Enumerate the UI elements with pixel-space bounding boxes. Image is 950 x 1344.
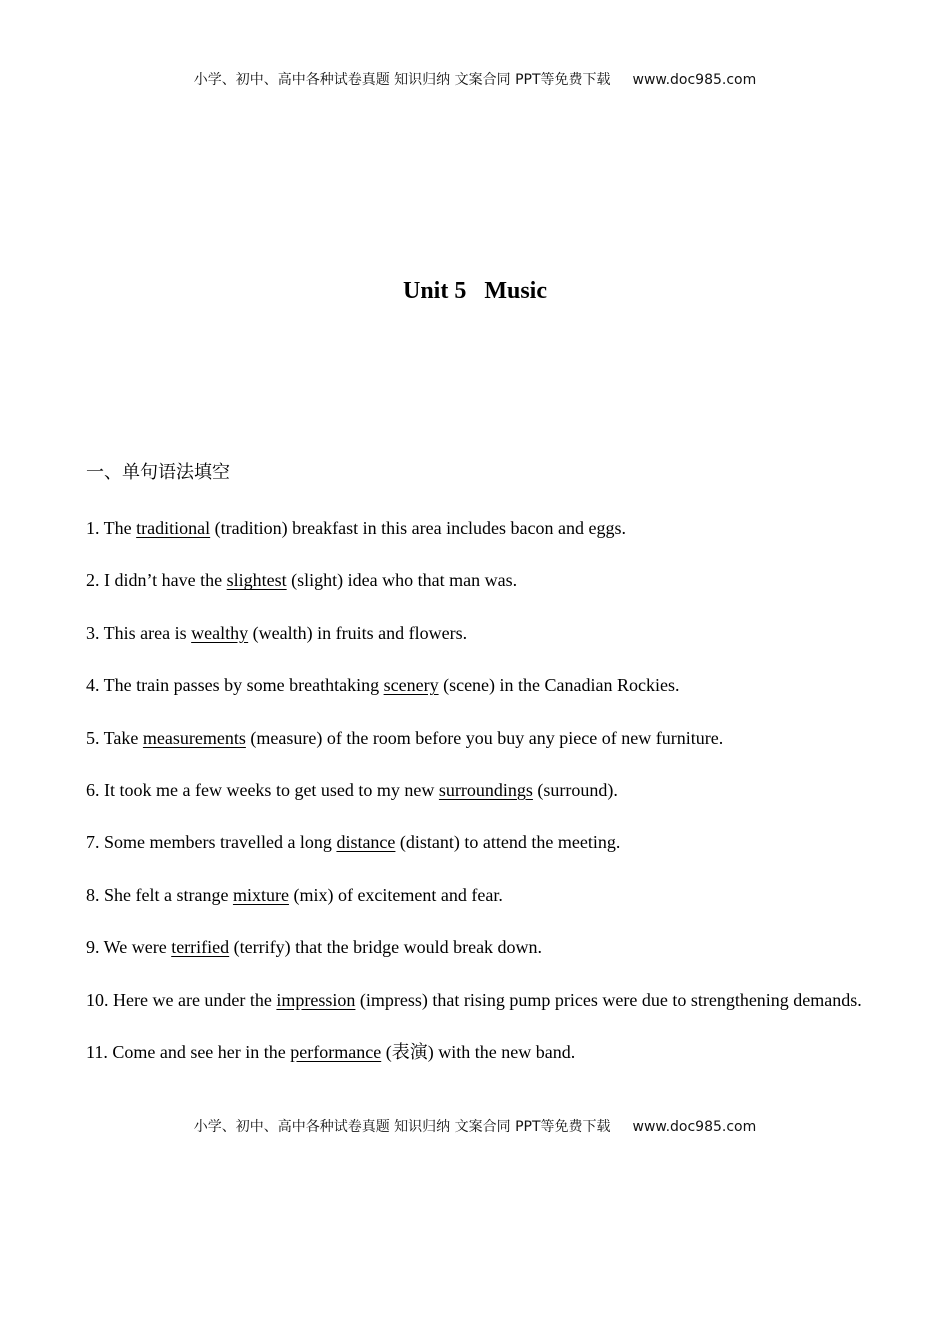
answer: terrified bbox=[171, 937, 230, 958]
page-header bbox=[0, 69, 950, 89]
item-text: (tradition) breakfast in this area includes bacon and eggs. bbox=[210, 518, 627, 538]
exercise-item-5 bbox=[86, 719, 863, 757]
item-text: 11. Come and see her in the bbox=[86, 1041, 291, 1062]
item-text: (distant) to attend the meeting. bbox=[395, 832, 621, 853]
exercise-item-7 bbox=[86, 823, 863, 861]
page-footer bbox=[0, 1116, 950, 1136]
exercise-item-11 bbox=[86, 1033, 863, 1071]
answer: impression bbox=[276, 989, 356, 1010]
exercise-item-3 bbox=[86, 614, 863, 652]
footer-text: 小学、初中、高中各种试卷真题 知识归纳 文案合同 PPT等免费下载 bbox=[193, 1119, 611, 1135]
answer: slightest bbox=[226, 570, 287, 591]
item-text: (scene) in the Canadian Rockies. bbox=[438, 675, 680, 696]
answer: measurements bbox=[142, 727, 246, 748]
exercise-list bbox=[86, 509, 863, 1085]
exercise-item-10 bbox=[86, 981, 863, 1019]
item-text: 2. I didn’t have the bbox=[86, 570, 227, 591]
item-text: 7. Some members travelled a long bbox=[86, 832, 337, 853]
exercise-item-8 bbox=[86, 876, 863, 914]
answer: surroundings bbox=[438, 779, 533, 800]
exercise-item-1 bbox=[86, 509, 863, 547]
answer: performance bbox=[290, 1041, 382, 1062]
exercise-item-9 bbox=[86, 928, 863, 966]
item-text: (surround). bbox=[532, 779, 618, 800]
item-text: 4. The train passes by some breathtaking bbox=[86, 675, 384, 696]
item-text: 5. Take bbox=[86, 727, 143, 748]
item-text: (measure) of the room before you buy any piece of new furniture. bbox=[245, 727, 724, 748]
answer: traditional bbox=[136, 518, 211, 538]
header-site-link[interactable]: www.doc985.com bbox=[632, 72, 757, 88]
item-text: (terrify) that the bridge would break down. bbox=[229, 937, 543, 958]
exercise-item-4 bbox=[86, 666, 863, 704]
footer-site-link[interactable]: www.doc985.com bbox=[632, 1119, 757, 1135]
item-text: 3. This area is bbox=[86, 622, 192, 643]
exercise-item-6 bbox=[86, 771, 863, 809]
item-text: (wealth) in fruits and flowers. bbox=[248, 622, 468, 643]
item-text: 1. The bbox=[86, 518, 137, 538]
answer: wealthy bbox=[191, 622, 249, 643]
item-text: 9. We were bbox=[86, 937, 172, 958]
item-text: (impress) that rising pump prices were due to strengthening demands. bbox=[355, 989, 862, 1010]
answer: distance bbox=[336, 832, 396, 853]
exercise-item-2 bbox=[86, 561, 863, 599]
item-text: 8. She felt a strange bbox=[86, 884, 233, 905]
item-text: (表演) with the new band. bbox=[381, 1041, 576, 1062]
answer: scenery bbox=[383, 675, 439, 696]
item-text: 10. Here we are under the bbox=[86, 989, 277, 1010]
section-heading: 一、单句语法填空 bbox=[86, 462, 230, 483]
item-text: (slight) idea who that man was. bbox=[286, 570, 518, 591]
page-title: Unit 5 Music bbox=[403, 278, 547, 304]
item-text: 6. It took me a few weeks to get used to my new bbox=[86, 779, 439, 800]
answer: mixture bbox=[232, 884, 289, 905]
item-text: (mix) of excitement and fear. bbox=[288, 884, 503, 905]
header-text: 小学、初中、高中各种试卷真题 知识归纳 文案合同 PPT等免费下载 bbox=[193, 72, 611, 88]
